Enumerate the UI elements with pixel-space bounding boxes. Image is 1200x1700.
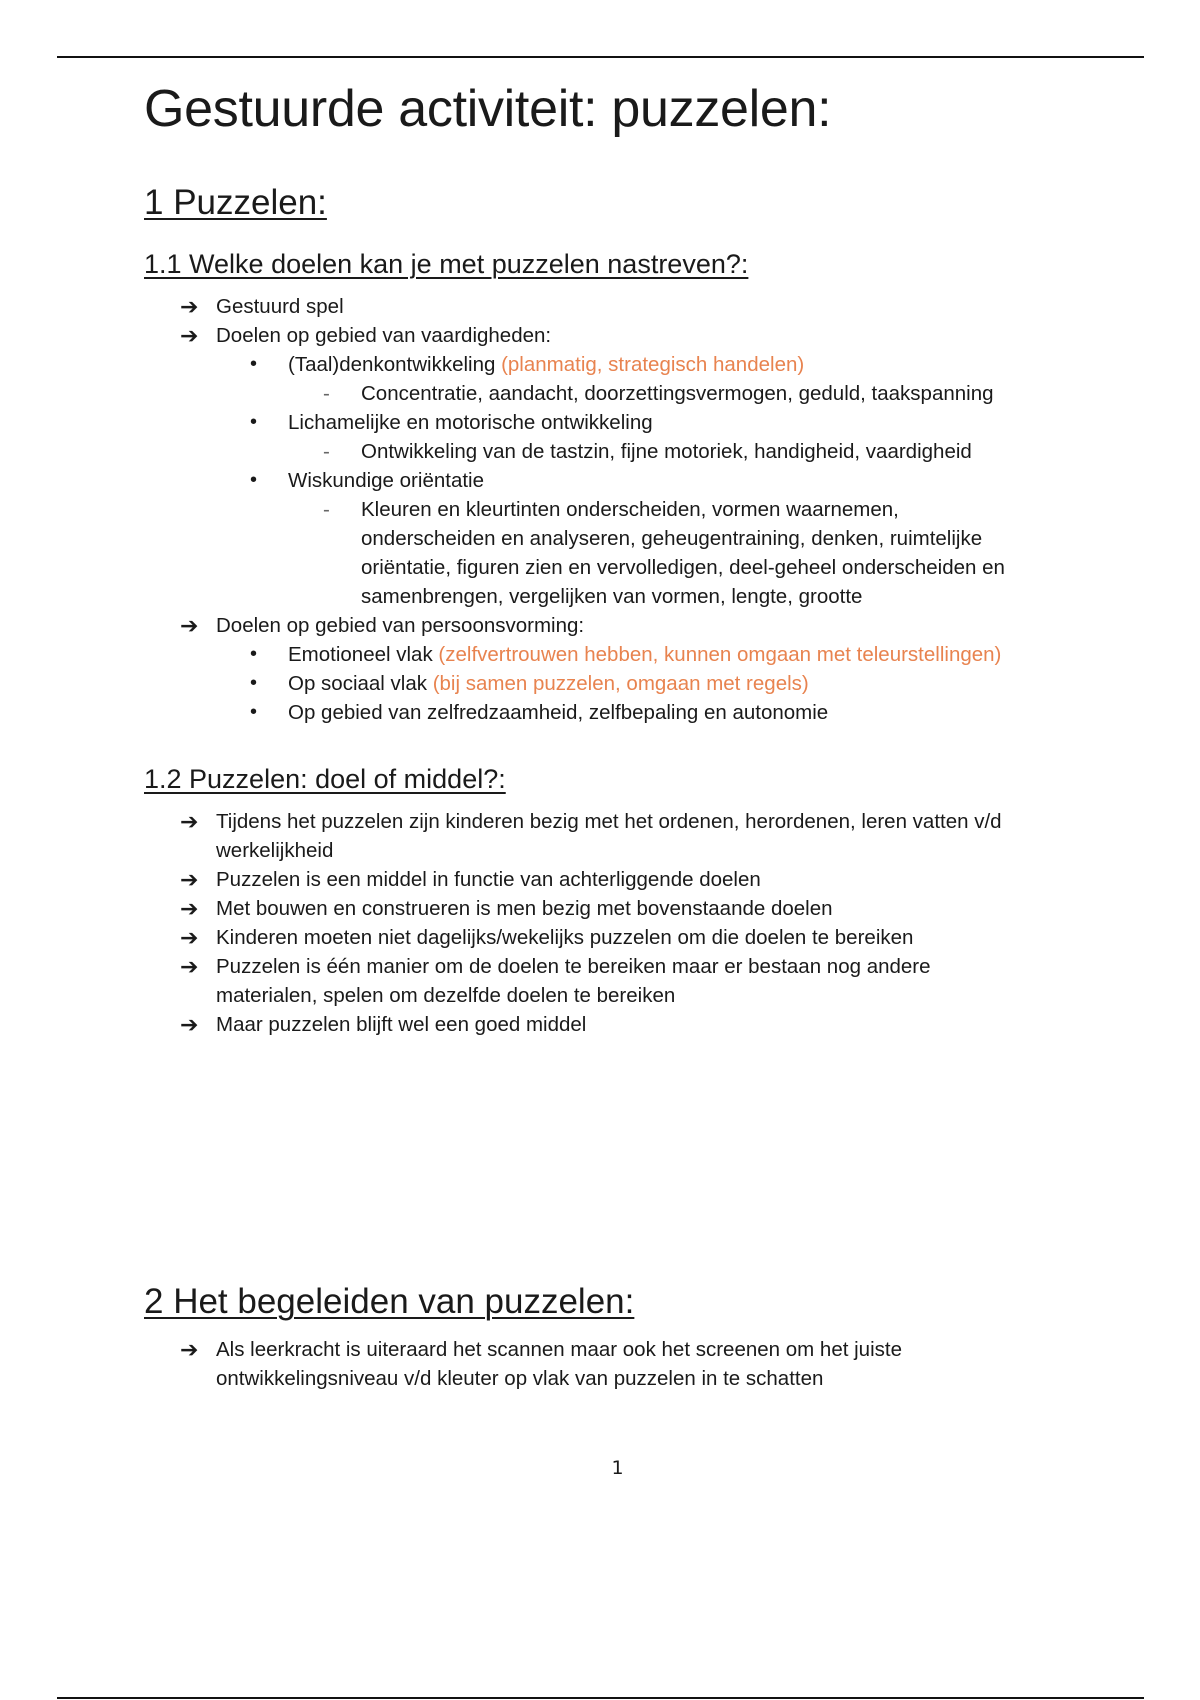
goals-list	[144, 292, 1084, 727]
arrow-icon: ➔	[180, 925, 199, 950]
list-item-continuation: werkelijkheid	[216, 839, 334, 862]
list-item: ➔ Met bouwen en construeren is men bezig met bovenstaande doelen	[180, 896, 833, 921]
subsection-1-1-heading: 1.1 Welke doelen kan je met puzzelen nastreven?:	[144, 249, 749, 279]
list-item: ➔ Doelen op gebied van persoonsvorming:	[180, 613, 585, 638]
list-item: • Op sociaal vlak (bij samen puzzelen, omgaan met regels)	[144, 669, 1084, 698]
list-item: - Concentratie, aandacht, doorzettingsvermogen, geduld, taakspanning	[144, 379, 1084, 408]
bottom-rule	[57, 1697, 1144, 1699]
list-item: - Ontwikkeling van de tastzin, fijne motoriek, handigheid, vaardigheid	[144, 437, 1084, 466]
list-item-continuation: materialen, spelen om dezelfde doelen te bereiken	[216, 984, 676, 1007]
list-item: - Kleuren en kleurtinten onderscheiden, vormen waarnemen,	[144, 495, 1084, 524]
arrow-icon: ➔	[180, 1012, 199, 1037]
arrow-icon: ➔	[180, 1337, 199, 1362]
list-item: ➔ Puzzelen is een middel in functie van achterliggende doelen	[180, 867, 761, 892]
arrow-icon: ➔	[180, 954, 199, 979]
bullet-icon: •	[250, 353, 258, 375]
bullet-icon: •	[250, 643, 258, 665]
document-title: Gestuurde activiteit: puzzelen:	[144, 80, 832, 138]
list-item-continuation: samenbrengen, vergelijken van vormen, lengte, grootte	[361, 585, 863, 608]
section-1-heading: 1 Puzzelen:	[144, 183, 327, 222]
list-item: ➔ Doelen op gebied van vaardigheden:	[180, 323, 552, 348]
list-item: • Lichamelijke en motorische ontwikkeling	[144, 408, 1084, 437]
dash-icon: -	[323, 440, 330, 463]
arrow-icon: ➔	[180, 809, 199, 834]
dash-icon: -	[323, 382, 330, 405]
accent-note: (bij samen puzzelen, omgaan met regels)	[432, 672, 809, 695]
accent-note: (planmatig, strategisch handelen)	[501, 353, 805, 376]
list-item: • (Taal)denkontwikkeling (planmatig, strategisch handelen)	[144, 350, 1084, 379]
list-item: ➔ Als leerkracht is uiteraard het scannen maar ook het screenen om het juiste	[180, 1337, 902, 1362]
section-2-heading: 2 Het begeleiden van puzzelen:	[144, 1282, 635, 1321]
list-item: ➔ Kinderen moeten niet dagelijks/wekelijks puzzelen om die doelen te bereiken	[180, 925, 914, 950]
accent-note: (zelfvertrouwen hebben, kunnen omgaan met teleurstellingen)	[438, 643, 1002, 666]
list-item: ➔ Tijdens het puzzelen zijn kinderen bezig met het ordenen, herordenen, leren vatten v/d	[180, 809, 1002, 834]
arrow-icon: ➔	[180, 896, 199, 921]
list-item: • Wiskundige oriëntatie	[144, 466, 1084, 495]
list-item: • Op gebied van zelfredzaamheid, zelfbepaling en autonomie	[144, 698, 1084, 727]
purpose-list	[144, 807, 1084, 1039]
dash-icon: -	[323, 498, 330, 521]
guidance-list	[144, 1335, 1084, 1393]
page-number: 1	[611, 1457, 624, 1479]
subsection-1-2-heading: 1.2 Puzzelen: doel of middel?:	[144, 764, 506, 794]
list-item-continuation: oriëntatie, figuren zien en vervolledigen, deel-geheel onderscheiden en	[361, 556, 1005, 579]
list-item-continuation: ontwikkelingsniveau v/d kleuter op vlak van puzzelen in te schatten	[216, 1367, 824, 1390]
arrow-icon: ➔	[180, 613, 199, 638]
top-rule	[57, 56, 1144, 58]
list-item: • Emotioneel vlak (zelfvertrouwen hebben, kunnen omgaan met teleurstellingen)	[144, 640, 1084, 669]
list-item: ➔ Maar puzzelen blijft wel een goed middel	[180, 1012, 587, 1037]
bullet-icon: •	[250, 411, 258, 433]
list-item: ➔ Puzzelen is één manier om de doelen te bereiken maar er bestaan nog andere	[180, 954, 931, 979]
arrow-icon: ➔	[180, 867, 199, 892]
bullet-icon: •	[250, 672, 258, 694]
bullet-icon: •	[250, 701, 258, 723]
list-item-continuation: onderscheiden en analyseren, geheugentraining, denken, ruimtelijke	[361, 527, 983, 550]
arrow-icon: ➔	[180, 294, 199, 319]
document-page	[144, 70, 1084, 1393]
bullet-icon: •	[250, 469, 258, 491]
list-item: ➔ Gestuurd spel	[180, 294, 344, 319]
arrow-icon: ➔	[180, 323, 199, 348]
